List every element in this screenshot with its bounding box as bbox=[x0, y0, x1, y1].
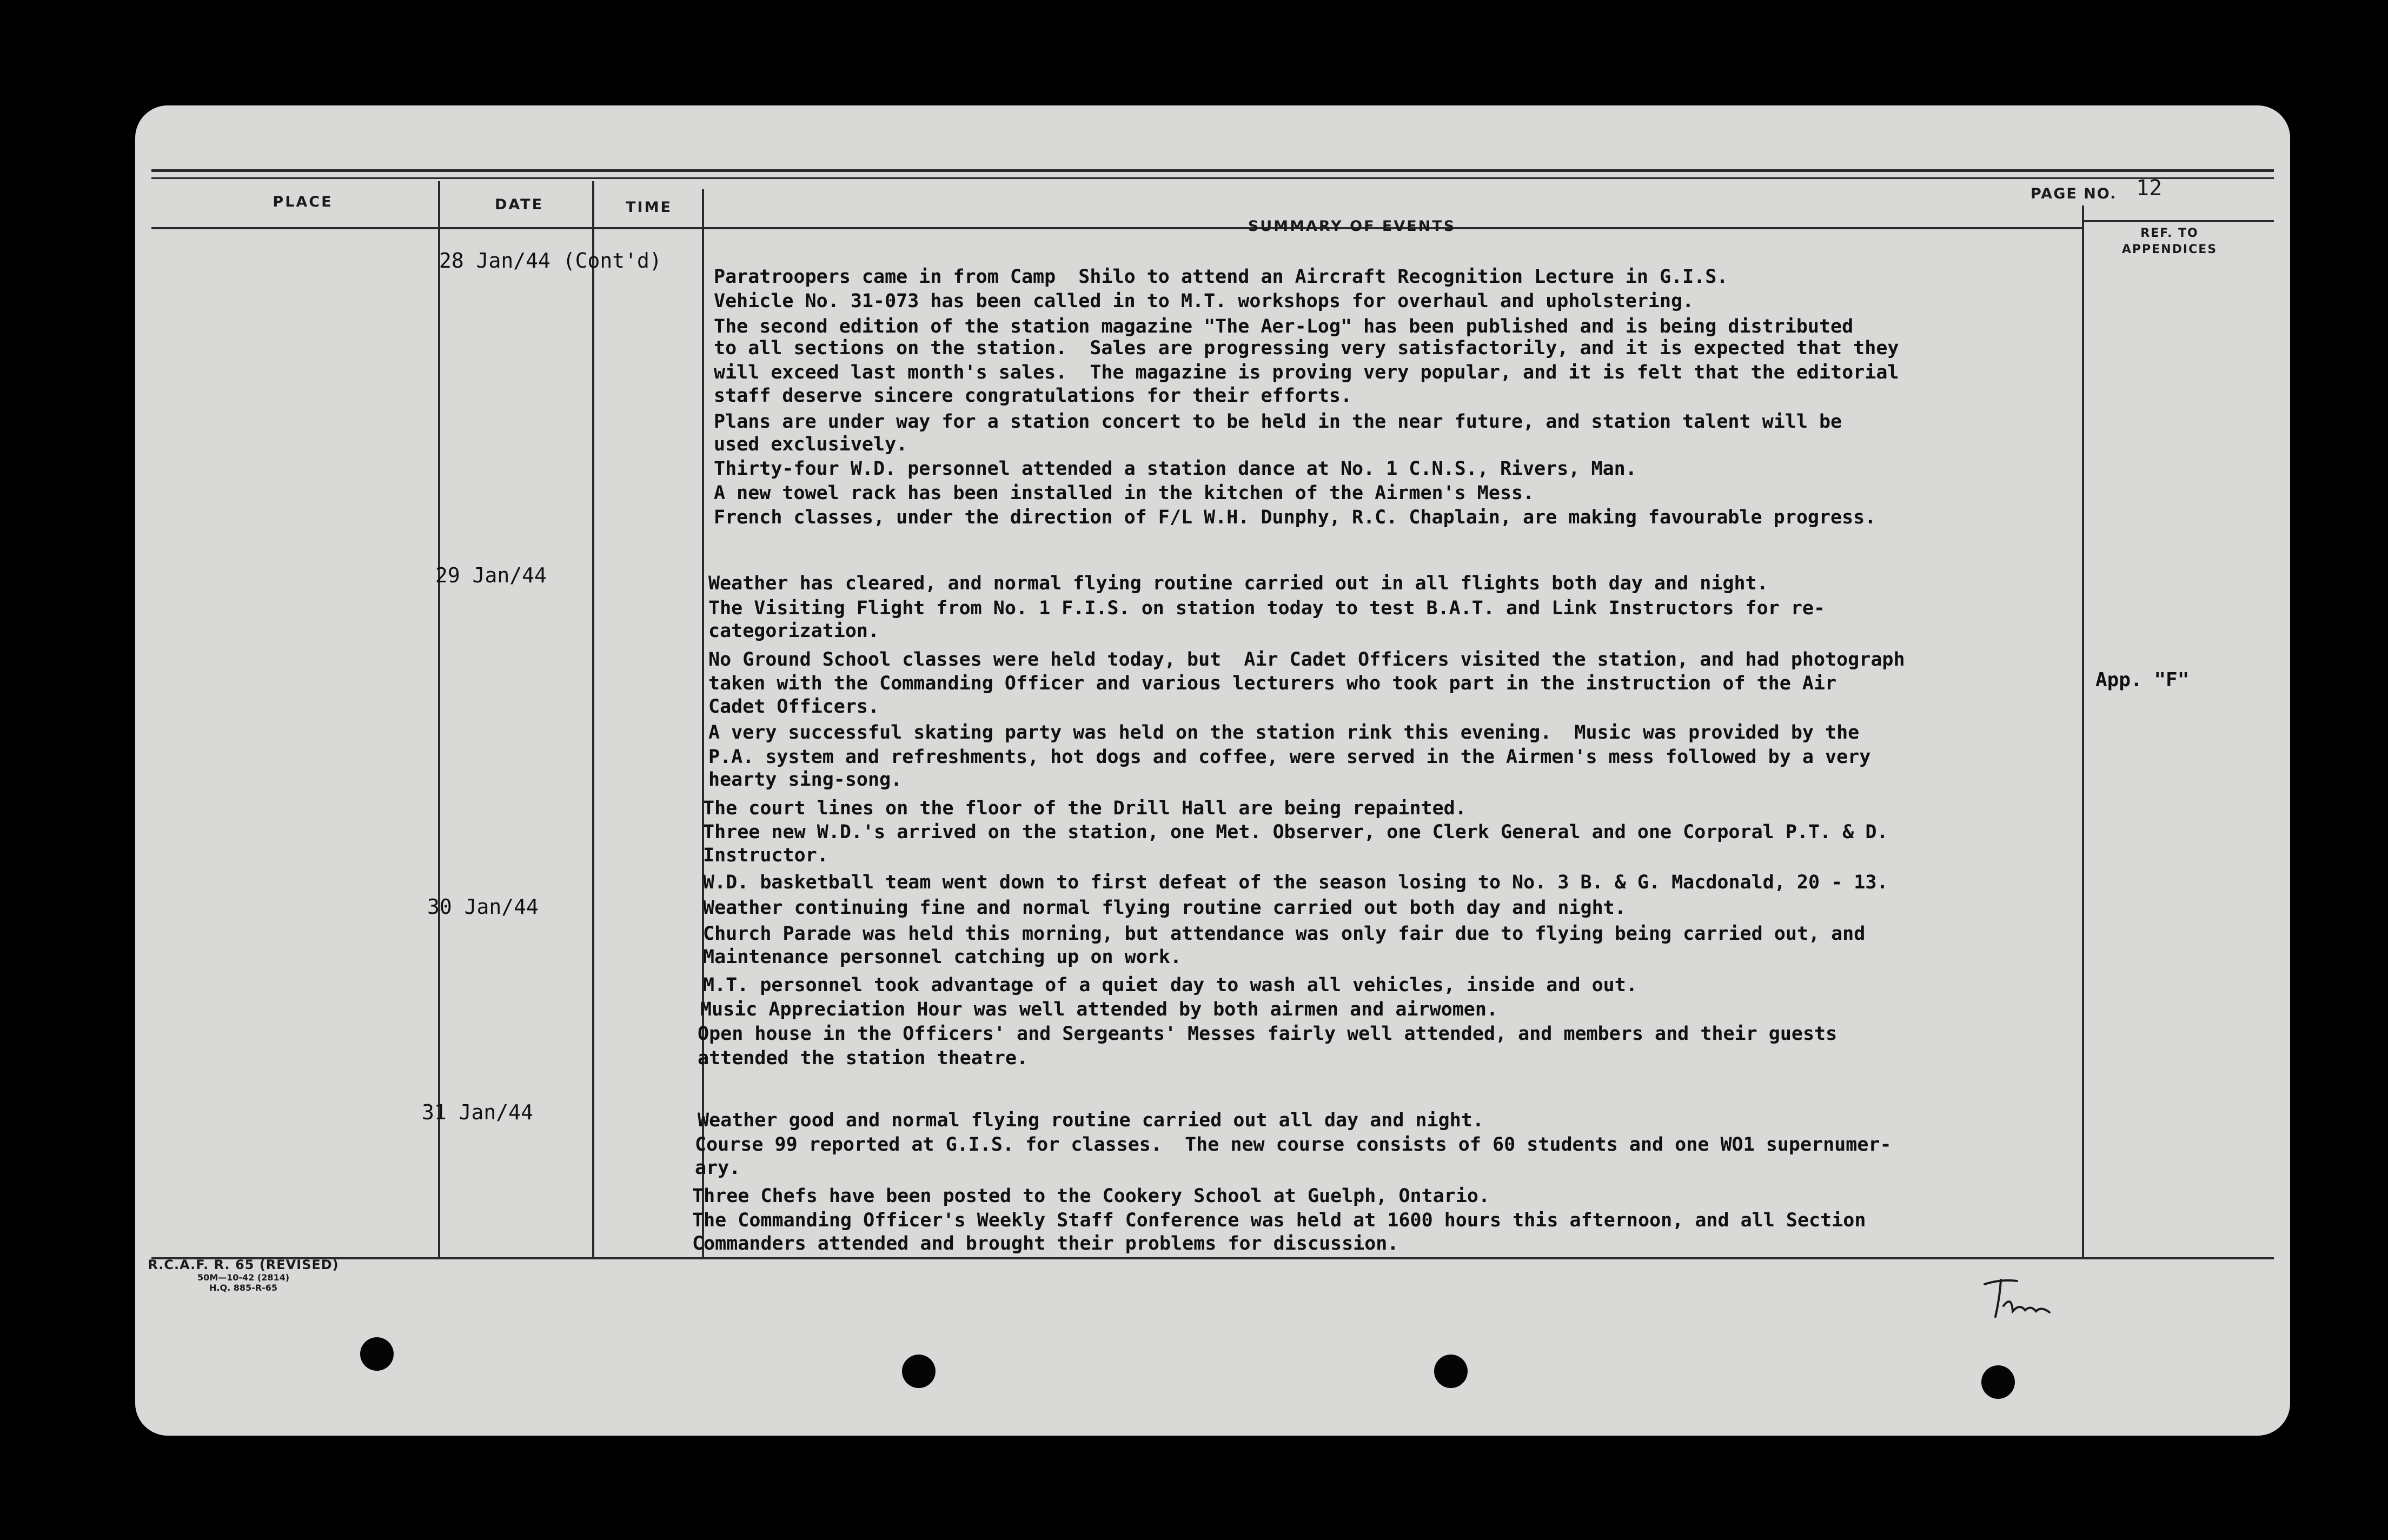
form-hq-code: H.Q. 885-R-65 bbox=[209, 1283, 277, 1293]
place-date-divider bbox=[438, 181, 440, 1257]
binder-hole bbox=[902, 1355, 936, 1388]
event-line: Three Chefs have been posted to the Cookery School at Guelph, Ontario. bbox=[692, 1185, 1490, 1207]
summary-header: SUMMARY OF EVENTS bbox=[1248, 218, 1456, 235]
top-rule-2 bbox=[151, 177, 2274, 179]
event-line: Maintenance personnel catching up on work. bbox=[703, 946, 1182, 968]
time-summary-divider bbox=[702, 189, 704, 1257]
form-identifier bbox=[135, 1257, 357, 1293]
event-line: ary. bbox=[695, 1157, 741, 1179]
handwritten-signature bbox=[1979, 1273, 2060, 1322]
event-line: hearty sing-song. bbox=[708, 769, 903, 791]
event-line: Music Appreciation Hour was well attended by both airmen and airwomen. bbox=[700, 999, 1498, 1020]
diary-sheet bbox=[135, 105, 2290, 1436]
event-line: Commanders attended and brought their problems for discussion. bbox=[692, 1233, 1399, 1254]
event-line: The court lines on the floor of the Drill Hall are being repainted. bbox=[703, 798, 1467, 819]
event-line: Weather good and normal flying routine carried out all day and night. bbox=[698, 1110, 1484, 1131]
event-line: Thirty-four W.D. personnel attended a station dance at No. 1 C.N.S., Rivers, Man. bbox=[714, 458, 1637, 480]
time-header: TIME bbox=[626, 199, 672, 216]
event-line: categorization. bbox=[708, 620, 880, 642]
event-line: M.T. personnel took advantage of a quiet day to wash all vehicles, inside and out. bbox=[703, 974, 1637, 996]
header-rule-right bbox=[2082, 220, 2274, 222]
event-line: Weather has cleared, and normal flying routine carried out in all flights both day and night. bbox=[708, 573, 1768, 594]
date-time-divider bbox=[592, 181, 594, 1257]
binder-hole bbox=[360, 1337, 394, 1371]
ref-header-line2: APPENDICES bbox=[2121, 243, 2218, 256]
event-line: The Commanding Officer's Weekly Staff Conference was held at 1600 hours this afternoon, and all Section bbox=[692, 1210, 1866, 1231]
ref-appendices-header bbox=[2088, 225, 2251, 258]
event-line: A new towel rack has been installed in the kitchen of the Airmen's Mess. bbox=[714, 482, 1535, 504]
event-line: staff deserve sincere congratulations for their efforts. bbox=[714, 385, 1352, 407]
event-line: The Visiting Flight from No. 1 F.I.S. on station today to test B.A.T. and Link Instructors for re- bbox=[708, 598, 1826, 619]
event-line: to all sections on the station. Sales are progressing very satisfactorily, and it is expected that they bbox=[714, 337, 1899, 359]
event-line: Vehicle No. 31-073 has been called in to M.T. workshops for overhaul and upholstering. bbox=[714, 290, 1694, 312]
binder-hole bbox=[1981, 1365, 2015, 1399]
event-line: P.A. system and refreshments, hot dogs and coffee, were served in the Airmen's mess followed by a very bbox=[708, 746, 1871, 768]
form-number: R.C.A.F. R. 65 (REVISED) bbox=[148, 1257, 339, 1272]
form-print-code: 50M—10-42 (2814) bbox=[197, 1272, 290, 1283]
event-line: A very successful skating party was held on the station rink this evening. Music was provided by the bbox=[708, 722, 1860, 744]
event-line: Cadet Officers. bbox=[708, 696, 880, 718]
event-line: Course 99 reported at G.I.S. for classes. The new course consists of 60 students and one WO1 supernumer- bbox=[695, 1134, 1892, 1156]
event-line: French classes, under the direction of F/L W.H. Dunphy, R.C. Chaplain, are making favourable progress. bbox=[714, 507, 1876, 528]
date-entry: 31 Jan/44 bbox=[422, 1100, 533, 1124]
date-entry: 30 Jan/44 bbox=[427, 895, 539, 919]
event-line: Paratroopers came in from Camp Shilo to attend an Aircraft Recognition Lecture in G.I.S. bbox=[714, 266, 1728, 288]
event-line: Church Parade was held this morning, but attendance was only fair due to flying being carried out, and bbox=[703, 923, 1866, 945]
event-line: Plans are under way for a station concert to be held in the near future, and station talent will be bbox=[714, 411, 1842, 433]
event-line: used exclusively. bbox=[714, 434, 908, 455]
summary-ref-divider bbox=[2082, 205, 2084, 1257]
event-line: Three new W.D.'s arrived on the station, one Met. Observer, one Clerk General and one Corporal P.T. & D. bbox=[703, 821, 1888, 843]
event-line: No Ground School classes were held today, but Air Cadet Officers visited the station, and had photograph bbox=[708, 649, 1905, 671]
date-header: DATE bbox=[494, 196, 544, 213]
event-line: taken with the Commanding Officer and various lecturers who took part in the instruction of the Air bbox=[708, 673, 1837, 694]
date-entry: 28 Jan/44 (Cont'd) bbox=[439, 249, 662, 273]
date-entry: 29 Jan/44 bbox=[435, 563, 547, 587]
place-header: PLACE bbox=[273, 194, 333, 210]
event-line: Weather continuing fine and normal flying routine carried out both day and night. bbox=[703, 897, 1626, 919]
event-line: W.D. basketball team went down to first defeat of the season losing to No. 3 B. & G. Macdonald, 20 - 13. bbox=[703, 872, 1888, 893]
top-rule bbox=[151, 169, 2274, 172]
event-line: will exceed last month's sales. The magazine is proving very popular, and it is felt that the editorial bbox=[714, 362, 1899, 383]
bottom-rule bbox=[151, 1257, 2274, 1259]
ref-header-line1: REF. TO bbox=[2140, 227, 2199, 240]
event-line: attended the station theatre. bbox=[698, 1047, 1029, 1069]
page-number-label: PAGE NO. bbox=[2031, 185, 2117, 202]
event-line: Instructor. bbox=[703, 845, 828, 866]
event-line: Open house in the Officers' and Sergeants' Messes fairly well attended, and members and their guests bbox=[698, 1023, 1838, 1045]
event-line: The second edition of the station magazine "The Aer-Log" has been published and is being distributed bbox=[714, 316, 1854, 337]
appendix-reference: App. "F" bbox=[2095, 669, 2190, 691]
binder-hole bbox=[1434, 1355, 1468, 1388]
page-number: 12 bbox=[2136, 176, 2163, 201]
